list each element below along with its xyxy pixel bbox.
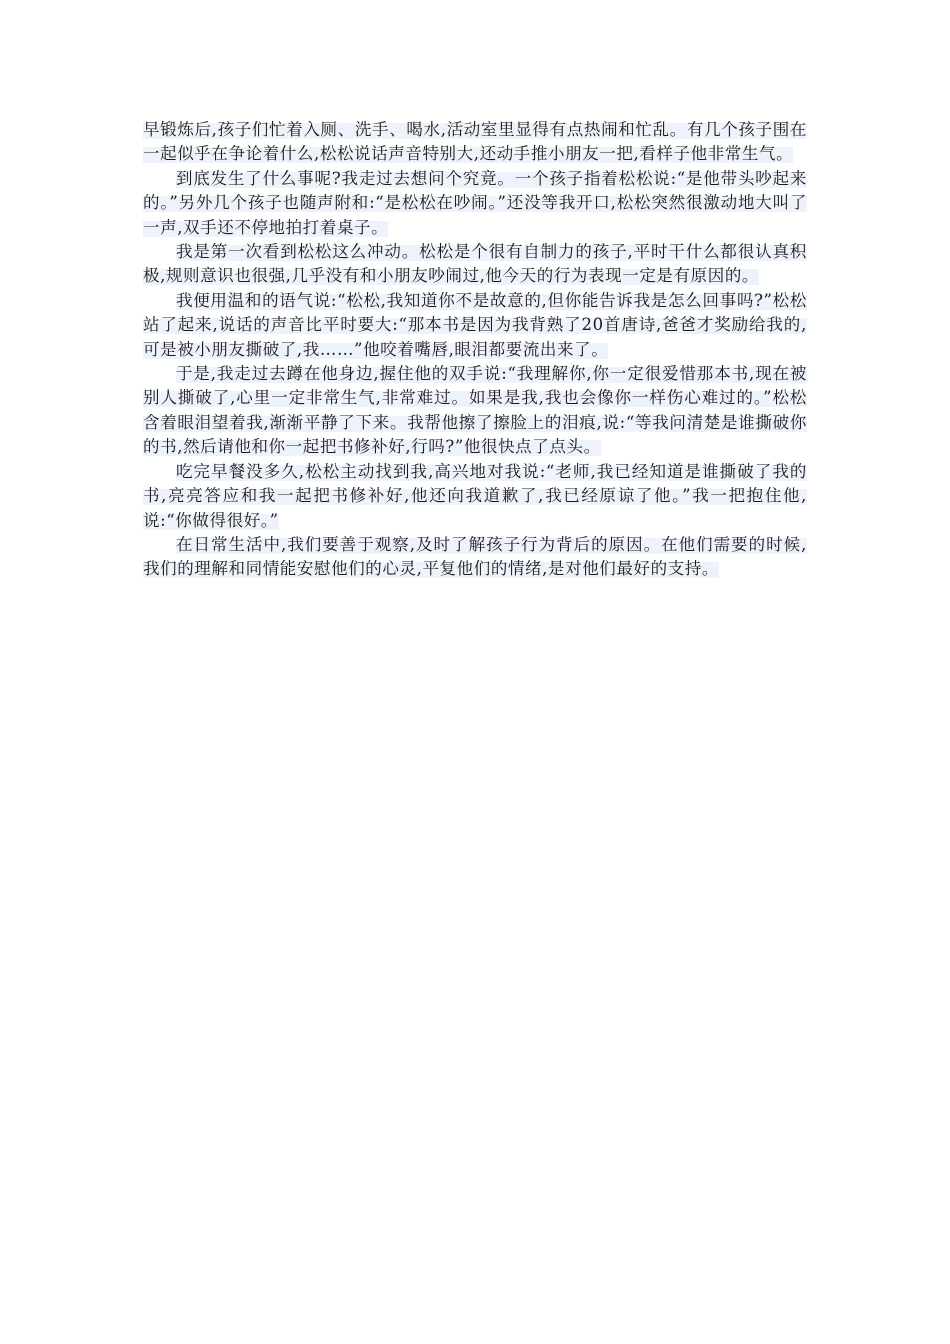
paragraph — [143, 118, 807, 167]
paragraph — [143, 240, 807, 289]
paragraph — [143, 533, 807, 582]
paragraph-text: 到底发生了什么事呢?我走过去想问个究竟。一个孩子指着松松说:“是他带头吵起来的。”另外几个孩子也随声附和:“是松松在吵闹。”还没等我开口,松松突然很激动地大叫了一声,双手还不停地拍打着桌子。 — [143, 168, 807, 237]
article-body — [143, 118, 807, 582]
paragraph — [143, 289, 807, 362]
paragraph — [143, 167, 807, 240]
paragraph-text: 在日常生活中,我们要善于观察,及时了解孩子行为背后的原因。在他们需要的时候,我们的理解和同情能安慰他们的心灵,平复他们的情绪,是对他们最好的支持。 — [143, 534, 807, 579]
paragraph-text: 吃完早餐没多久,松松主动找到我,高兴地对我说:“老师,我已经知道是谁撕破了我的书,亮亮答应和我一起把书修补好,他还向我道歉了,我已经原谅了他。”我一把抱住他,说:“你做得很好。” — [143, 461, 807, 530]
paragraph-text: 我是第一次看到松松这么冲动。松松是个很有自制力的孩子,平时干什么都很认真积极,规则意识也很强,几乎没有和小朋友吵闹过,他今天的行为表现一定是有原因的。 — [143, 242, 807, 286]
paragraph-text: 早锻炼后,孩子们忙着入厕、洗手、喝水,活动室里显得有点热闹和忙乱。有几个孩子围在一起似乎在争论着什么,松松说话声音特别大,还动手推小朋友一把,看样子他非常生气。 — [143, 120, 807, 164]
paragraph — [143, 460, 807, 533]
paragraph-text: 于是,我走过去蹲在他身边,握住他的双手说:“我理解你,你一定很爱惜那本书,现在被别人撕破了,心里一定非常生气,非常难过。如果是我,我也会像你一样伤心难过的。”松松含着眼泪望着我,渐渐平静了下来。我帮他擦了擦脸上的泪痕,说:“等我问清楚是谁撕破你的书,然后请他和你一起把书修补好,行吗?”他很快点了点头。 — [143, 364, 807, 457]
paragraph — [143, 362, 807, 460]
paragraph-text: 我便用温和的语气说:“松松,我知道你不是故意的,但你能告诉我是怎么回事吗?”松松站了起来,说话的声音比平时要大:“那本书是因为我背熟了20首唐诗,爸爸才奖励给我的,可是被小朋友撕破了,我……”他咬着嘴唇,眼泪都要流出来了。 — [143, 290, 807, 359]
